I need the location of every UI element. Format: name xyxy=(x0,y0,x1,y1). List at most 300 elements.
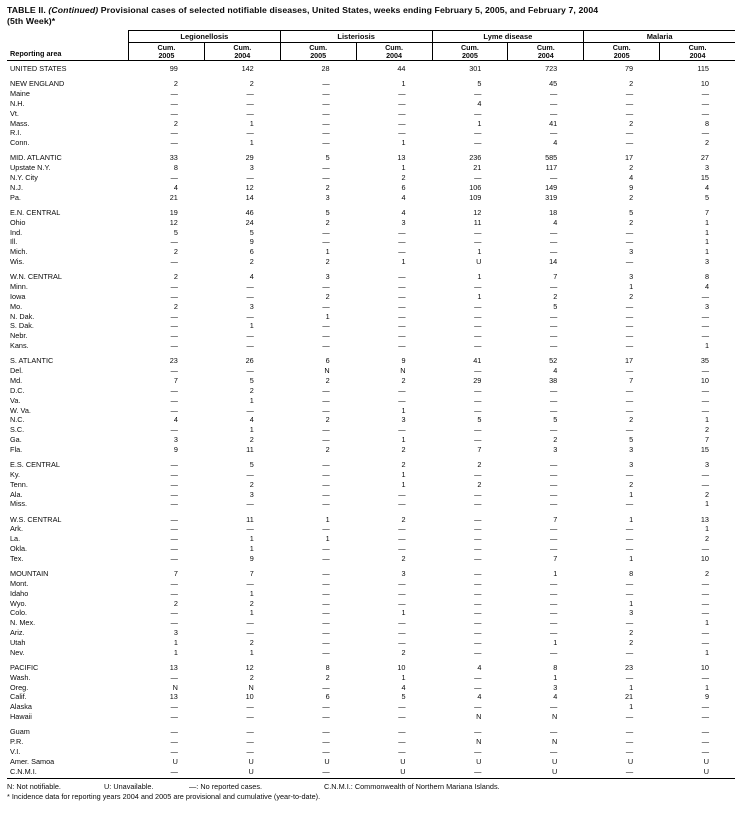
value-cell: — xyxy=(474,534,482,544)
value-cell: 2 xyxy=(629,479,634,489)
legend-item-cnmi: C.N.M.I.: Commonwealth of Northern Mariana Islands. xyxy=(324,782,500,792)
value-cell: — xyxy=(625,331,634,341)
table-row xyxy=(7,534,735,544)
value-cell: — xyxy=(322,163,330,173)
value-cell: — xyxy=(549,395,558,405)
table-row xyxy=(7,444,735,454)
reporting-area-cell: Miss. xyxy=(10,499,28,509)
table-row xyxy=(7,672,735,682)
value-cell: 17 xyxy=(625,356,634,366)
value-cell: 2 xyxy=(704,425,709,435)
value-cell: 1 xyxy=(401,608,406,618)
value-cell: — xyxy=(625,727,634,737)
value-cell: 1 xyxy=(629,282,634,292)
value-cell: 13 xyxy=(700,514,709,524)
table-row xyxy=(7,647,735,657)
value-cell: — xyxy=(701,479,709,489)
reporting-area-cell: Alaska xyxy=(10,702,32,712)
value-cell: 2 xyxy=(704,569,709,579)
legend-item-unavailable: U: Unavailable. xyxy=(104,782,154,792)
value-cell: — xyxy=(701,588,709,598)
value-cell: — xyxy=(474,341,482,351)
reporting-area-cell: N.J. xyxy=(10,182,23,192)
value-cell: 7 xyxy=(477,444,482,454)
value-cell: — xyxy=(246,727,254,737)
column-header-line: Cum. xyxy=(309,43,328,53)
value-cell: — xyxy=(322,524,330,534)
value-cell: 4 xyxy=(553,217,558,227)
table-row xyxy=(7,153,735,163)
value-cell: — xyxy=(322,237,330,247)
value-cell: 142 xyxy=(241,64,254,74)
value-cell: — xyxy=(549,173,558,183)
reporting-area-cell: Conn. xyxy=(10,138,30,148)
table-row xyxy=(7,366,735,376)
table-row xyxy=(7,608,735,618)
value-cell: — xyxy=(398,237,406,247)
value-cell: 723 xyxy=(545,64,558,74)
reporting-area-cell: Nev. xyxy=(10,647,25,657)
value-cell: 1 xyxy=(704,247,709,257)
reporting-area-cell: Ariz. xyxy=(10,628,25,638)
value-cell: 1 xyxy=(249,395,254,405)
reporting-area-cell: Ill. xyxy=(10,237,18,247)
value-cell: — xyxy=(322,341,330,351)
value-cell: — xyxy=(549,89,558,98)
value-cell: — xyxy=(322,766,330,776)
value-cell: 1 xyxy=(704,682,709,692)
value-cell: — xyxy=(170,746,178,756)
column-header-cum-2004 xyxy=(659,43,735,60)
value-cell: 3 xyxy=(629,608,634,618)
value-cell: — xyxy=(398,282,406,292)
reporting-area-cell: Tex. xyxy=(10,553,24,563)
table-row xyxy=(7,247,735,257)
value-cell: 12 xyxy=(245,662,254,672)
value-cell: — xyxy=(398,746,406,756)
value-cell: 5 xyxy=(553,415,558,425)
reporting-area-cell: V.I. xyxy=(10,746,21,756)
value-cell: 1 xyxy=(553,569,558,579)
header-subcolumn-row xyxy=(7,43,735,61)
value-cell: N xyxy=(248,682,254,692)
value-cell: — xyxy=(170,514,178,524)
value-cell: U xyxy=(400,756,406,766)
table-row xyxy=(7,415,735,425)
value-cell: 1 xyxy=(477,247,482,257)
value-cell: 8 xyxy=(325,662,330,672)
value-cell: — xyxy=(549,499,558,509)
value-cell: 2 xyxy=(401,647,406,657)
value-cell: — xyxy=(549,578,558,588)
value-cell: — xyxy=(474,702,482,712)
value-cell: — xyxy=(549,524,558,534)
value-cell: 4 xyxy=(249,272,254,282)
value-cell: 4 xyxy=(629,173,634,183)
value-cell: — xyxy=(246,712,254,722)
column-header-cum-2005 xyxy=(432,43,508,60)
value-cell: 4 xyxy=(477,98,482,108)
value-cell: — xyxy=(398,578,406,588)
value-cell: 44 xyxy=(397,64,406,74)
value-cell: — xyxy=(474,331,482,341)
legend-item-no-reported-cases: —: No reported cases. xyxy=(189,782,263,792)
table-row xyxy=(7,469,735,479)
value-cell: — xyxy=(322,637,330,647)
value-cell: — xyxy=(398,524,406,534)
reporting-area-cell: MID. ATLANTIC xyxy=(10,153,62,163)
value-cell: — xyxy=(170,469,178,479)
value-cell: — xyxy=(246,98,254,108)
reporting-area-cell: W.S. CENTRAL xyxy=(10,514,62,524)
value-cell: — xyxy=(170,341,178,351)
value-cell: U xyxy=(400,766,406,776)
value-cell: 28 xyxy=(321,64,330,74)
reporting-area-cell: N.Y. City xyxy=(10,173,38,183)
value-cell: — xyxy=(625,588,634,598)
value-cell: 2 xyxy=(325,291,330,301)
value-cell: — xyxy=(322,331,330,341)
value-cell: — xyxy=(549,311,558,321)
value-cell: — xyxy=(398,247,406,257)
value-cell: — xyxy=(625,227,634,237)
value-cell: — xyxy=(170,331,178,341)
table-row xyxy=(7,395,735,405)
value-cell: 5 xyxy=(553,301,558,311)
value-cell: 12 xyxy=(245,182,254,192)
value-cell: — xyxy=(398,737,406,747)
value-cell: — xyxy=(625,499,634,509)
reporting-area-cell: Iowa xyxy=(10,291,26,301)
header-group-row xyxy=(128,30,735,43)
value-cell: — xyxy=(474,425,482,435)
value-cell: 3 xyxy=(401,217,406,227)
value-cell: — xyxy=(701,746,709,756)
value-cell: 3 xyxy=(629,460,634,470)
table-row xyxy=(7,435,735,445)
value-cell: — xyxy=(322,385,330,395)
value-cell: — xyxy=(398,272,406,282)
reporting-area-cell: La. xyxy=(10,534,21,544)
value-cell: 18 xyxy=(549,207,558,217)
table-row xyxy=(7,682,735,692)
value-cell: — xyxy=(246,173,254,183)
value-cell: — xyxy=(549,479,558,489)
value-cell: — xyxy=(170,98,178,108)
value-cell: 1 xyxy=(249,425,254,435)
value-cell: — xyxy=(625,469,634,479)
value-cell: — xyxy=(701,395,709,405)
value-cell: — xyxy=(246,282,254,292)
value-cell: — xyxy=(549,460,558,470)
value-cell: — xyxy=(170,672,178,682)
value-cell: — xyxy=(322,89,330,98)
value-cell: — xyxy=(398,108,406,118)
value-cell: 14 xyxy=(245,192,254,202)
reporting-area-cell: Ga. xyxy=(10,435,22,445)
value-cell: — xyxy=(322,598,330,608)
value-cell: — xyxy=(474,173,482,183)
value-cell: — xyxy=(549,237,558,247)
value-cell: — xyxy=(474,138,482,148)
value-cell: 12 xyxy=(169,217,178,227)
reporting-area-cell: UNITED STATES xyxy=(10,64,67,74)
value-cell: — xyxy=(398,618,406,628)
value-cell: — xyxy=(701,628,709,638)
column-header-line: 2004 xyxy=(537,51,554,61)
table-row xyxy=(7,98,735,108)
value-cell: 115 xyxy=(697,64,709,74)
table-row xyxy=(7,553,735,563)
value-cell: — xyxy=(625,578,634,588)
value-cell: — xyxy=(170,578,178,588)
value-cell: — xyxy=(474,553,482,563)
value-cell: 2 xyxy=(325,217,330,227)
value-cell: 2 xyxy=(629,628,634,638)
value-cell: 1 xyxy=(249,647,254,657)
value-cell: 1 xyxy=(704,499,709,509)
value-cell: 1 xyxy=(401,163,406,173)
table-body xyxy=(7,61,735,777)
reporting-area-cell: Mont. xyxy=(10,578,29,588)
value-cell: — xyxy=(625,128,634,138)
value-cell: — xyxy=(549,425,558,435)
value-cell: — xyxy=(170,108,178,118)
value-cell: — xyxy=(701,385,709,395)
value-cell: 3 xyxy=(704,301,709,311)
table-row xyxy=(7,207,735,217)
value-cell: — xyxy=(322,628,330,638)
value-cell: 23 xyxy=(625,662,634,672)
value-cell: — xyxy=(398,395,406,405)
table-row xyxy=(7,192,735,202)
reporting-area-cell: N.C. xyxy=(10,415,25,425)
value-cell: — xyxy=(474,672,482,682)
value-cell: — xyxy=(625,138,634,148)
value-cell: 1 xyxy=(325,514,330,524)
value-cell: 1 xyxy=(704,647,709,657)
value-cell: 236 xyxy=(469,153,482,163)
value-cell: 27 xyxy=(700,153,709,163)
value-cell: 117 xyxy=(545,163,558,173)
table-row xyxy=(7,311,735,321)
column-header-line: Cum. xyxy=(385,43,404,53)
value-cell: — xyxy=(625,89,634,98)
value-cell: 1 xyxy=(629,682,634,692)
table-row xyxy=(7,737,735,747)
value-cell: 5 xyxy=(629,207,634,217)
value-cell: — xyxy=(322,425,330,435)
value-cell: — xyxy=(246,291,254,301)
title-text: Provisional cases of selected notifiable diseases, United States, weeks ending February 5, 2005, and February 7, 2004 xyxy=(100,5,599,15)
table-row xyxy=(7,321,735,331)
value-cell: 8 xyxy=(173,163,178,173)
reporting-area-cell: Fla. xyxy=(10,444,23,454)
value-cell: — xyxy=(701,321,709,331)
value-cell: — xyxy=(398,712,406,722)
value-cell: — xyxy=(322,569,330,579)
value-cell: 2 xyxy=(249,385,254,395)
reporting-area-cell: E.N. CENTRAL xyxy=(10,207,61,217)
reporting-area-cell: Ind. xyxy=(10,227,23,237)
value-cell: 11 xyxy=(246,514,254,524)
value-cell: 15 xyxy=(700,173,709,183)
value-cell: 4 xyxy=(173,415,178,425)
value-cell: 8 xyxy=(553,662,558,672)
reporting-area-cell: Wyo. xyxy=(10,598,27,608)
reporting-area-cell: PACIFIC xyxy=(10,662,39,672)
value-cell: — xyxy=(549,405,558,415)
table-row xyxy=(7,227,735,237)
value-cell: 6 xyxy=(325,692,330,702)
column-header-line: 2005 xyxy=(461,51,478,61)
value-cell: — xyxy=(170,173,178,183)
value-cell: 1 xyxy=(704,237,709,247)
value-cell: — xyxy=(398,489,406,499)
reporting-area-cell: MOUNTAIN xyxy=(10,569,49,579)
value-cell: 3 xyxy=(325,192,330,202)
value-cell: — xyxy=(398,425,406,435)
table-row xyxy=(7,163,735,173)
value-cell: 7 xyxy=(553,272,558,282)
value-cell: 1 xyxy=(629,702,634,712)
value-cell: 2 xyxy=(629,217,634,227)
value-cell: — xyxy=(170,282,178,292)
value-cell: 2 xyxy=(477,479,482,489)
value-cell: 3 xyxy=(249,163,254,173)
value-cell: N xyxy=(551,737,558,747)
value-cell: 1 xyxy=(249,544,254,554)
table-row xyxy=(7,356,735,366)
value-cell: 2 xyxy=(629,415,634,425)
value-cell: 2 xyxy=(325,415,330,425)
table-row xyxy=(7,544,735,554)
value-cell: 2 xyxy=(629,163,634,173)
value-cell: 1 xyxy=(629,553,634,563)
value-cell: — xyxy=(170,618,178,628)
value-cell: 33 xyxy=(169,153,178,163)
table-header xyxy=(7,30,735,61)
value-cell: 8 xyxy=(704,272,709,282)
reporting-area-cell: Upstate N.Y. xyxy=(10,163,51,173)
value-cell: 23 xyxy=(169,356,178,366)
value-cell: — xyxy=(398,98,406,108)
value-cell: 4 xyxy=(477,662,482,672)
reporting-area-cell: Ala. xyxy=(10,489,23,499)
table-row xyxy=(7,628,735,638)
value-cell: U xyxy=(703,766,709,776)
value-cell: — xyxy=(474,128,482,138)
value-cell: — xyxy=(474,435,482,445)
value-cell: — xyxy=(398,628,406,638)
value-cell: 5 xyxy=(401,692,406,702)
value-cell: — xyxy=(549,247,558,257)
value-cell: — xyxy=(625,746,634,756)
table-row xyxy=(7,514,735,524)
value-cell: — xyxy=(322,544,330,554)
value-cell: — xyxy=(170,460,178,470)
value-cell: — xyxy=(170,766,178,776)
value-cell: 19 xyxy=(169,207,178,217)
reporting-area-cell: Ark. xyxy=(10,524,23,534)
value-cell: — xyxy=(322,460,330,470)
value-cell: 29 xyxy=(245,153,254,163)
table-row xyxy=(7,569,735,579)
value-cell: — xyxy=(474,321,482,331)
value-cell: 1 xyxy=(401,479,406,489)
value-cell: — xyxy=(170,712,178,722)
value-cell: — xyxy=(170,489,178,499)
value-cell: 2 xyxy=(401,553,406,563)
reporting-area-cell: Kans. xyxy=(10,341,29,351)
value-cell: — xyxy=(170,321,178,331)
value-cell: 301 xyxy=(469,64,482,74)
value-cell: — xyxy=(398,385,406,395)
value-cell: — xyxy=(170,237,178,247)
value-cell: — xyxy=(322,108,330,118)
value-cell: — xyxy=(322,682,330,692)
value-cell: 52 xyxy=(549,356,558,366)
value-cell: 5 xyxy=(477,79,482,89)
value-cell: — xyxy=(398,637,406,647)
value-cell: 8 xyxy=(629,569,634,579)
value-cell: — xyxy=(322,737,330,747)
value-cell: 4 xyxy=(401,207,406,217)
value-cell: — xyxy=(322,608,330,618)
value-cell: — xyxy=(549,385,558,395)
value-cell: — xyxy=(170,257,178,267)
value-cell: 26 xyxy=(245,356,254,366)
value-cell: 29 xyxy=(473,375,482,385)
value-cell: U xyxy=(627,756,634,766)
value-cell: 7 xyxy=(629,375,634,385)
value-cell: 4 xyxy=(401,192,406,202)
value-cell: 38 xyxy=(549,375,558,385)
value-cell: 4 xyxy=(553,692,558,702)
value-cell: — xyxy=(625,395,634,405)
value-cell: — xyxy=(398,598,406,608)
value-cell: — xyxy=(549,227,558,237)
value-cell: 106 xyxy=(469,182,482,192)
column-header-line: Cum. xyxy=(688,43,707,53)
value-cell: 41 xyxy=(473,356,482,366)
value-cell: 109 xyxy=(469,192,482,202)
value-cell: 1 xyxy=(173,637,178,647)
value-cell: — xyxy=(322,435,330,445)
value-cell: 3 xyxy=(704,257,709,267)
value-cell: — xyxy=(170,385,178,395)
value-cell: — xyxy=(322,301,330,311)
reporting-area-cell: Okla. xyxy=(10,544,28,554)
value-cell: — xyxy=(322,118,330,128)
value-cell: — xyxy=(701,544,709,554)
value-cell: — xyxy=(322,479,330,489)
value-cell: — xyxy=(170,544,178,554)
value-cell: 2 xyxy=(173,247,178,257)
value-cell: 10 xyxy=(245,692,254,702)
value-cell: 1 xyxy=(629,598,634,608)
value-cell: — xyxy=(474,628,482,638)
table-row xyxy=(7,138,735,148)
value-cell: — xyxy=(474,89,482,98)
value-cell: 9 xyxy=(704,692,709,702)
value-cell: 3 xyxy=(249,301,254,311)
value-cell: — xyxy=(701,311,709,321)
value-cell: — xyxy=(701,598,709,608)
value-cell: U xyxy=(248,756,254,766)
value-cell: — xyxy=(474,766,482,776)
column-header-cum-2004 xyxy=(356,43,432,60)
